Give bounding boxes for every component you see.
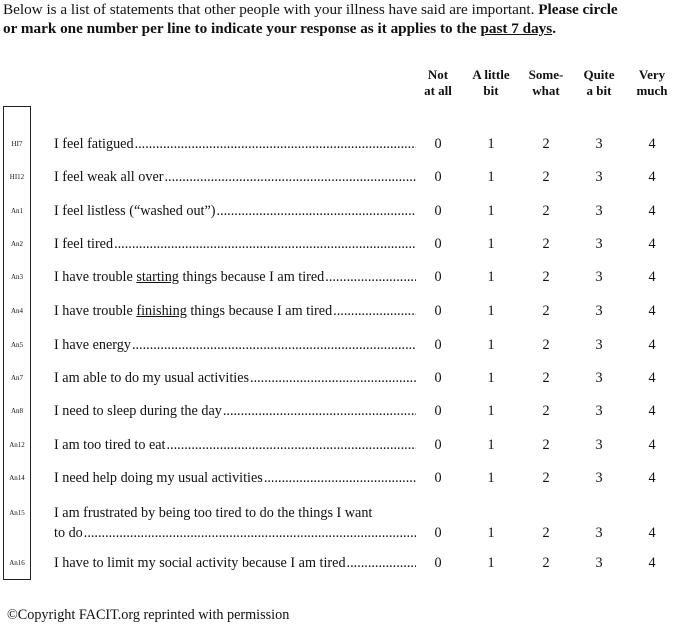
response-option-3[interactable]: 3	[595, 470, 603, 486]
response-option-4[interactable]: 4	[648, 437, 656, 453]
response-option-3[interactable]: 3	[595, 203, 603, 219]
response-option-3[interactable]: 3	[595, 337, 603, 353]
response-option-4[interactable]: 4	[648, 470, 656, 486]
item-statement	[54, 201, 416, 221]
statement-text: I am too tired to eat	[54, 437, 166, 453]
column-header-3: Quite a bit	[583, 67, 615, 98]
response-option-0[interactable]: 0	[434, 555, 442, 571]
instructions-end: .	[552, 20, 556, 37]
item-statement	[54, 134, 416, 154]
instructions-emphasis-1: Please circle	[538, 1, 618, 18]
response-option-1[interactable]: 1	[487, 337, 495, 353]
response-option-2[interactable]: 2	[542, 525, 550, 541]
dot-leader	[167, 435, 417, 455]
item-statement	[54, 335, 416, 355]
response-option-0[interactable]: 0	[434, 403, 442, 419]
response-option-0[interactable]: 0	[434, 525, 442, 541]
instructions-line-2	[3, 19, 683, 38]
response-option-3[interactable]: 3	[595, 269, 603, 285]
response-option-3[interactable]: 3	[595, 169, 603, 185]
item-code: An2	[10, 240, 24, 248]
item-statement	[54, 234, 416, 254]
dot-leader	[114, 234, 416, 254]
response-option-0[interactable]: 0	[434, 470, 442, 486]
response-option-2[interactable]: 2	[542, 169, 550, 185]
response-option-3[interactable]: 3	[595, 136, 603, 152]
statement-text: I am frustrated by being too tired to do the things I want	[54, 505, 373, 521]
statement-text: I am able to do my usual activities	[54, 370, 250, 386]
statement-text: I have to limit my social activity because I am tired	[54, 555, 346, 571]
response-option-0[interactable]: 0	[434, 269, 442, 285]
item-code: An4	[10, 307, 24, 315]
response-option-0[interactable]: 0	[434, 236, 442, 252]
item-statement	[54, 167, 416, 187]
item-statement	[54, 503, 416, 543]
response-option-4[interactable]: 4	[648, 269, 656, 285]
instructions-line-1	[3, 0, 683, 19]
item-code: An16	[9, 559, 25, 567]
response-option-3[interactable]: 3	[595, 555, 603, 571]
response-option-2[interactable]: 2	[542, 337, 550, 353]
instructions-text: Below is a list of statements that other people with your illness have said are important.	[3, 1, 535, 18]
column-header-0: Not at all	[424, 67, 452, 98]
response-option-3[interactable]: 3	[595, 437, 603, 453]
response-option-1[interactable]: 1	[487, 437, 495, 453]
response-option-4[interactable]: 4	[648, 169, 656, 185]
response-option-0[interactable]: 0	[434, 169, 442, 185]
dot-leader	[217, 201, 416, 221]
dot-leader	[250, 368, 416, 388]
column-header-4: Very much	[636, 67, 668, 98]
response-option-3[interactable]: 3	[595, 370, 603, 386]
response-option-1[interactable]: 1	[487, 303, 495, 319]
response-option-3[interactable]: 3	[595, 236, 603, 252]
item-code: An12	[9, 441, 25, 449]
response-option-4[interactable]: 4	[648, 236, 656, 252]
response-option-0[interactable]: 0	[434, 203, 442, 219]
dot-leader	[135, 134, 416, 154]
response-option-1[interactable]: 1	[487, 269, 495, 285]
response-option-2[interactable]: 2	[542, 203, 550, 219]
statement-text: I feel tired	[54, 236, 114, 252]
item-code: An5	[10, 341, 24, 349]
dot-leader	[84, 523, 416, 543]
item-code: An3	[10, 273, 24, 281]
response-option-2[interactable]: 2	[542, 437, 550, 453]
response-option-1[interactable]: 1	[487, 136, 495, 152]
response-option-0[interactable]: 0	[434, 337, 442, 353]
instructions-paragraph	[3, 0, 683, 38]
item-statement	[54, 435, 416, 455]
response-option-4[interactable]: 4	[648, 136, 656, 152]
response-option-4[interactable]: 4	[648, 525, 656, 541]
response-option-0[interactable]: 0	[434, 136, 442, 152]
response-option-4[interactable]: 4	[648, 337, 656, 353]
response-option-2[interactable]: 2	[542, 269, 550, 285]
instructions-emphasis-2: or mark one number per line to indicate your response as it applies to the	[3, 20, 477, 37]
copyright-notice: ©Copyright FACIT.org reprinted with permission	[7, 607, 290, 623]
response-option-4[interactable]: 4	[648, 303, 656, 319]
item-statement	[54, 368, 416, 388]
statement-text-end: things because I am tired	[178, 269, 325, 285]
item-statement	[54, 401, 416, 421]
recall-period: past 7 days	[480, 20, 553, 37]
item-code: An8	[10, 407, 24, 415]
response-option-4[interactable]: 4	[648, 403, 656, 419]
response-option-1[interactable]: 1	[487, 236, 495, 252]
response-option-2[interactable]: 2	[542, 136, 550, 152]
response-option-2[interactable]: 2	[542, 370, 550, 386]
dot-leader	[132, 335, 416, 355]
statement-emphasis: finishing	[136, 303, 187, 319]
response-option-4[interactable]: 4	[648, 203, 656, 219]
dot-leader	[264, 468, 416, 488]
statement-text: I feel fatigued	[54, 136, 134, 152]
statement-text: I have energy	[54, 337, 131, 353]
response-option-3[interactable]: 3	[595, 303, 603, 319]
response-option-1[interactable]: 1	[487, 370, 495, 386]
item-statement	[54, 553, 416, 573]
statement-text: I feel listless (“washed out”)	[54, 203, 216, 219]
statement-emphasis: starting	[136, 269, 179, 285]
response-option-1[interactable]: 1	[487, 555, 495, 571]
dot-leader	[333, 301, 416, 321]
statement-text: I have trouble	[54, 269, 137, 285]
dot-leader	[347, 553, 416, 573]
statement-text: I have trouble	[54, 303, 137, 319]
response-option-2[interactable]: 2	[542, 236, 550, 252]
response-option-3[interactable]: 3	[595, 525, 603, 541]
response-option-1[interactable]: 1	[487, 470, 495, 486]
response-option-2[interactable]: 2	[542, 555, 550, 571]
item-code: An7	[10, 374, 24, 382]
item-statement	[54, 468, 416, 488]
column-header-1: A little bit	[472, 67, 510, 98]
statement-text: I need help doing my usual activities	[54, 470, 263, 486]
column-header-2: Some- what	[528, 67, 564, 98]
item-statement	[54, 301, 416, 321]
statement-text: I feel weak all over	[54, 169, 164, 185]
response-option-0[interactable]: 0	[434, 303, 442, 319]
response-option-0[interactable]: 0	[434, 437, 442, 453]
item-code: HI7	[11, 140, 23, 148]
response-option-1[interactable]: 1	[487, 525, 495, 541]
item-statement	[54, 267, 416, 287]
response-option-3[interactable]: 3	[595, 403, 603, 419]
response-option-1[interactable]: 1	[487, 169, 495, 185]
dot-leader	[223, 401, 416, 421]
response-option-1[interactable]: 1	[487, 203, 495, 219]
response-option-2[interactable]: 2	[542, 403, 550, 419]
statement-text-continued: to do	[54, 525, 83, 541]
dot-leader	[325, 267, 416, 287]
item-code: HI12	[9, 173, 25, 181]
response-option-0[interactable]: 0	[434, 370, 442, 386]
response-option-4[interactable]: 4	[648, 555, 656, 571]
dot-leader	[165, 167, 417, 187]
response-option-2[interactable]: 2	[542, 303, 550, 319]
statement-text-end: things because I am tired	[186, 303, 333, 319]
response-option-4[interactable]: 4	[648, 370, 656, 386]
response-option-1[interactable]: 1	[487, 403, 495, 419]
item-code: An14	[9, 474, 25, 482]
item-code: An1	[10, 207, 24, 215]
statement-text: I need to sleep during the day	[54, 403, 222, 419]
item-code: An15	[9, 509, 25, 517]
response-option-2[interactable]: 2	[542, 470, 550, 486]
